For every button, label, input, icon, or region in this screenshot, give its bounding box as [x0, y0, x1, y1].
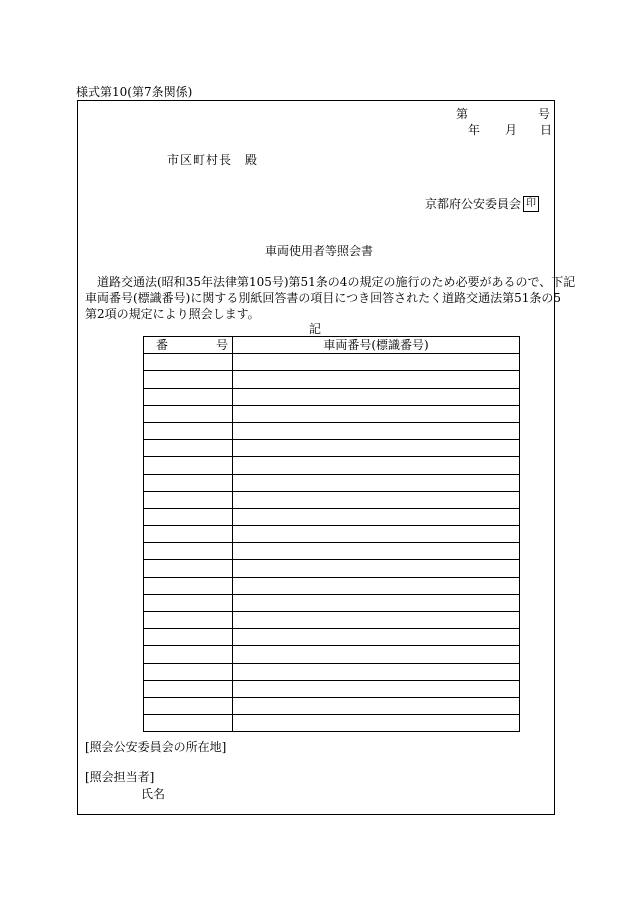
seal-stamp: 印 — [523, 196, 539, 212]
table-row — [144, 388, 520, 405]
date-month-label: 月 — [505, 123, 518, 137]
registration-cell — [233, 457, 520, 474]
number-cell — [144, 405, 233, 422]
registration-cell — [233, 526, 520, 543]
registration-cell — [233, 560, 520, 577]
table-header-row — [144, 337, 520, 354]
table-body — [144, 354, 520, 732]
table-row — [144, 715, 520, 732]
table-row — [144, 680, 520, 697]
number-cell — [144, 354, 233, 371]
number-cell — [144, 594, 233, 611]
number-cell — [144, 457, 233, 474]
table-row — [144, 405, 520, 422]
number-cell — [144, 422, 233, 439]
date-year-label: 年 — [468, 123, 481, 137]
number-cell — [144, 663, 233, 680]
number-cell — [144, 543, 233, 560]
number-suffix: 号 — [538, 107, 551, 121]
table-row — [144, 371, 520, 388]
ki-marker: 記 — [309, 322, 322, 336]
number-cell — [144, 697, 233, 714]
registration-cell — [233, 543, 520, 560]
number-cell — [144, 371, 233, 388]
number-cell — [144, 491, 233, 508]
table-row — [144, 474, 520, 491]
number-cell — [144, 508, 233, 525]
body-paragraph: 道路交通法(昭和35年法律第105号)第51条の4の規定の施行のため必要があるので、下記 車両番号(標識番号)に関する別紙回答書の項目につき回答されたく道路交通法第51条の5 第2項の規定により照会します。 — [85, 275, 576, 321]
number-cell — [144, 526, 233, 543]
number-cell — [144, 715, 233, 732]
table-row — [144, 354, 520, 371]
registration-cell — [233, 612, 520, 629]
number-cell — [144, 440, 233, 457]
number-cell — [144, 560, 233, 577]
document-title: 車両使用者等照会書 — [265, 244, 374, 258]
table-row — [144, 543, 520, 560]
addressee: 市区町村長 殿 — [167, 153, 259, 167]
registration-cell — [233, 594, 520, 611]
sender-name: 京都府公安委員会 — [425, 197, 522, 211]
registration-cell — [233, 405, 520, 422]
registration-cell — [233, 440, 520, 457]
number-cell — [144, 577, 233, 594]
table-row — [144, 491, 520, 508]
registration-cell — [233, 508, 520, 525]
registration-cell — [233, 354, 520, 371]
registration-cell — [233, 663, 520, 680]
registration-cell — [233, 629, 520, 646]
registration-cell — [233, 680, 520, 697]
form-number-label: 様式第10(第7条関係) — [76, 85, 193, 99]
number-cell — [144, 612, 233, 629]
name-label: 氏名 — [141, 787, 166, 801]
header-registration: 車両番号(標識番号) — [233, 337, 520, 354]
registration-cell — [233, 577, 520, 594]
registration-cell — [233, 715, 520, 732]
registration-cell — [233, 388, 520, 405]
table-row — [144, 508, 520, 525]
registration-cell — [233, 697, 520, 714]
registration-cell — [233, 491, 520, 508]
table-row — [144, 697, 520, 714]
header-number-left: 番 — [156, 338, 169, 353]
date-day-label: 日 — [540, 123, 553, 137]
number-cell — [144, 388, 233, 405]
table-row — [144, 646, 520, 663]
table-row — [144, 457, 520, 474]
number-cell — [144, 629, 233, 646]
number-prefix: 第 — [456, 107, 469, 121]
contact-person-label: [照会担当者] — [85, 770, 155, 784]
address-label: [照会公安委員会の所在地] — [85, 740, 227, 754]
table-row — [144, 440, 520, 457]
table-row — [144, 612, 520, 629]
number-cell — [144, 474, 233, 491]
table-row — [144, 577, 520, 594]
header-number-right: 号 — [215, 338, 228, 353]
registration-cell — [233, 474, 520, 491]
table-row — [144, 560, 520, 577]
registration-cell — [233, 371, 520, 388]
number-cell — [144, 646, 233, 663]
table-row — [144, 629, 520, 646]
number-cell — [144, 680, 233, 697]
table-row — [144, 594, 520, 611]
table-row — [144, 663, 520, 680]
table-row — [144, 422, 520, 439]
header-number — [144, 337, 233, 354]
registration-cell — [233, 422, 520, 439]
registration-cell — [233, 646, 520, 663]
vehicle-number-table — [143, 336, 520, 732]
table-row — [144, 526, 520, 543]
